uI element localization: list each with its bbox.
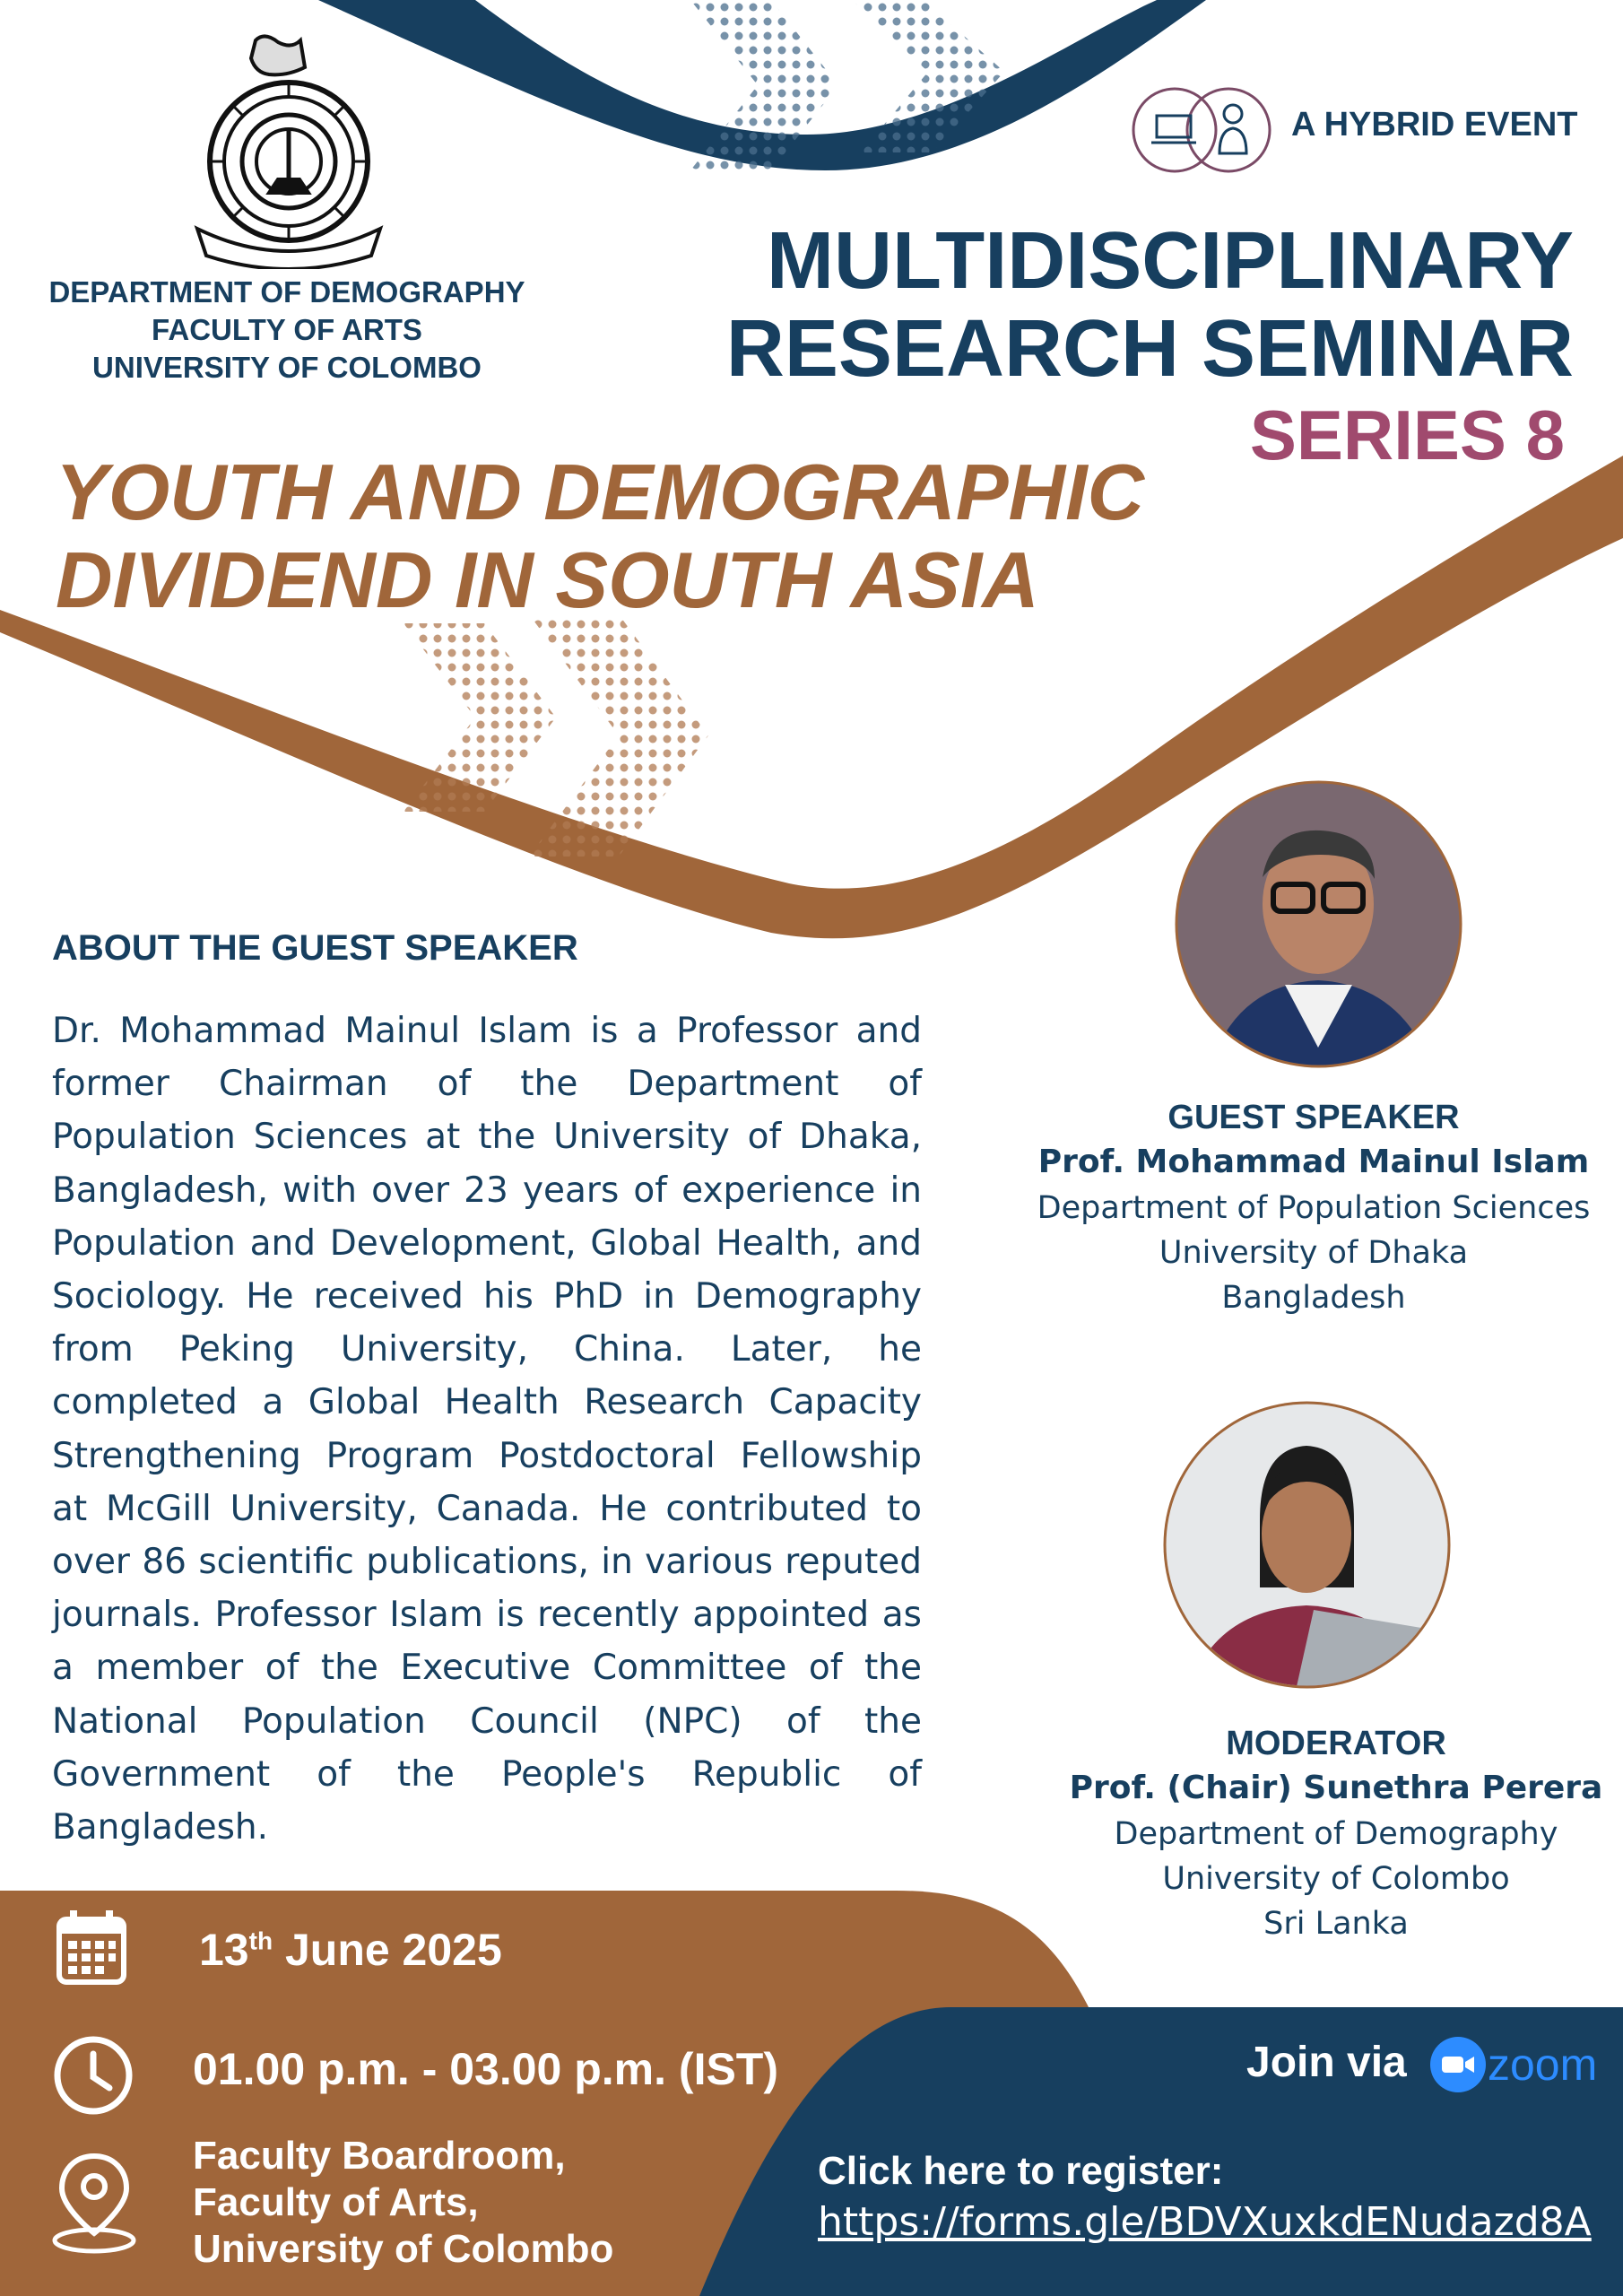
topic-line2: DIVIDEND IN SOUTH ASIA <box>56 535 1039 624</box>
zoom-camera-icon <box>1430 2037 1486 2092</box>
series-label: SERIES 8 <box>1249 396 1565 474</box>
guest-speaker-university: University of Dhaka <box>1159 1235 1469 1271</box>
department-name: DEPARTMENT OF DEMOGRAPHY <box>48 275 525 309</box>
date-suffix: th <box>248 1926 273 1955</box>
topic-line1: YOUTH AND DEMOGRAPHIC <box>56 448 1145 536</box>
venue-line1: Faculty Boardroom, <box>193 2134 566 2178</box>
moderator-university: University of Colombo <box>1162 1861 1510 1897</box>
mid-dots-chevron-2 <box>529 614 708 857</box>
about-heading: ABOUT THE GUEST SPEAKER <box>52 928 578 968</box>
clock-icon <box>52 2034 135 2117</box>
date-day: 13 <box>199 1925 249 1975</box>
moderator-name: Prof. (Chair) Sunethra Perera <box>1069 1770 1603 1806</box>
venue-line3: University of Colombo <box>193 2227 614 2271</box>
seminar-topic <box>56 448 1144 624</box>
location-pin-icon <box>49 2151 139 2254</box>
guest-speaker-block <box>1022 1096 1605 1320</box>
guest-speaker-country: Bangladesh <box>1221 1280 1406 1316</box>
zoom-wordmark: zoom <box>1488 2039 1598 2090</box>
speaker-bio: Dr. Mohammad Mainul Islam is a Professor and former Chairman of the Department of Population Sciences at the University of Dhaka, Bangladesh, with over 23 years of experience in Population and Development, Global Health, and Sociology. He received his PhD in Demography from Peking University, China. Later, he completed a Global Health Research Capacity Strengthening Program Postdoctoral Fellowship at McGill University, Canada. He contributed to over 86 scientific publications, in various reputed journals. Professor Islam is recently appointed as a member of the Executive Committee of the National Population Council (NPC) of the Government of the People's Republic of Bangladesh. <box>52 1011 922 1848</box>
university-emblem-logo <box>179 31 399 269</box>
moderator-label: MODERATOR <box>1226 1725 1446 1762</box>
seminar-title-line2: RESEARCH SEMINAR <box>725 304 1574 394</box>
faculty-name: FACULTY OF ARTS <box>152 313 422 346</box>
event-venue <box>193 2133 613 2273</box>
hybrid-event-label: A HYBRID EVENT <box>1291 106 1578 144</box>
date-rest: June 2025 <box>284 1925 502 1975</box>
moderator-block <box>1040 1722 1623 1946</box>
moderator-country: Sri Lanka <box>1263 1906 1409 1942</box>
guest-speaker-photo <box>1173 778 1464 1070</box>
moderator-photo <box>1161 1399 1453 1691</box>
bottom-brown-band <box>0 1891 1089 2009</box>
seminar-title-line1: MULTIDISCIPLINARY <box>767 216 1574 306</box>
mid-dots-chevron <box>404 623 556 812</box>
register-link[interactable]: https://forms.gle/BDVXuxkdENudazd8A <box>818 2199 1592 2245</box>
guest-speaker-label: GUEST SPEAKER <box>1167 1099 1460 1136</box>
event-date <box>199 1924 502 1976</box>
guest-speaker-department: Department of Population Sciences <box>1037 1190 1591 1226</box>
zoom-logo[interactable] <box>1430 2034 1597 2095</box>
calendar-icon <box>56 1910 127 1987</box>
hybrid-event-icon <box>1130 85 1273 175</box>
event-time: 01.00 p.m. - 03.00 p.m. (IST) <box>193 2044 779 2094</box>
university-name: UNIVERSITY OF COLOMBO <box>92 351 482 384</box>
institution-block <box>18 274 556 387</box>
register-label: Click here to register: <box>818 2149 1224 2193</box>
guest-speaker-name: Prof. Mohammad Mainul Islam <box>1037 1144 1590 1180</box>
seminar-title <box>726 217 1574 393</box>
venue-line2: Faculty of Arts, <box>193 2180 479 2224</box>
moderator-department: Department of Demography <box>1114 1816 1558 1852</box>
join-via-label: Join via <box>1246 2039 1407 2086</box>
